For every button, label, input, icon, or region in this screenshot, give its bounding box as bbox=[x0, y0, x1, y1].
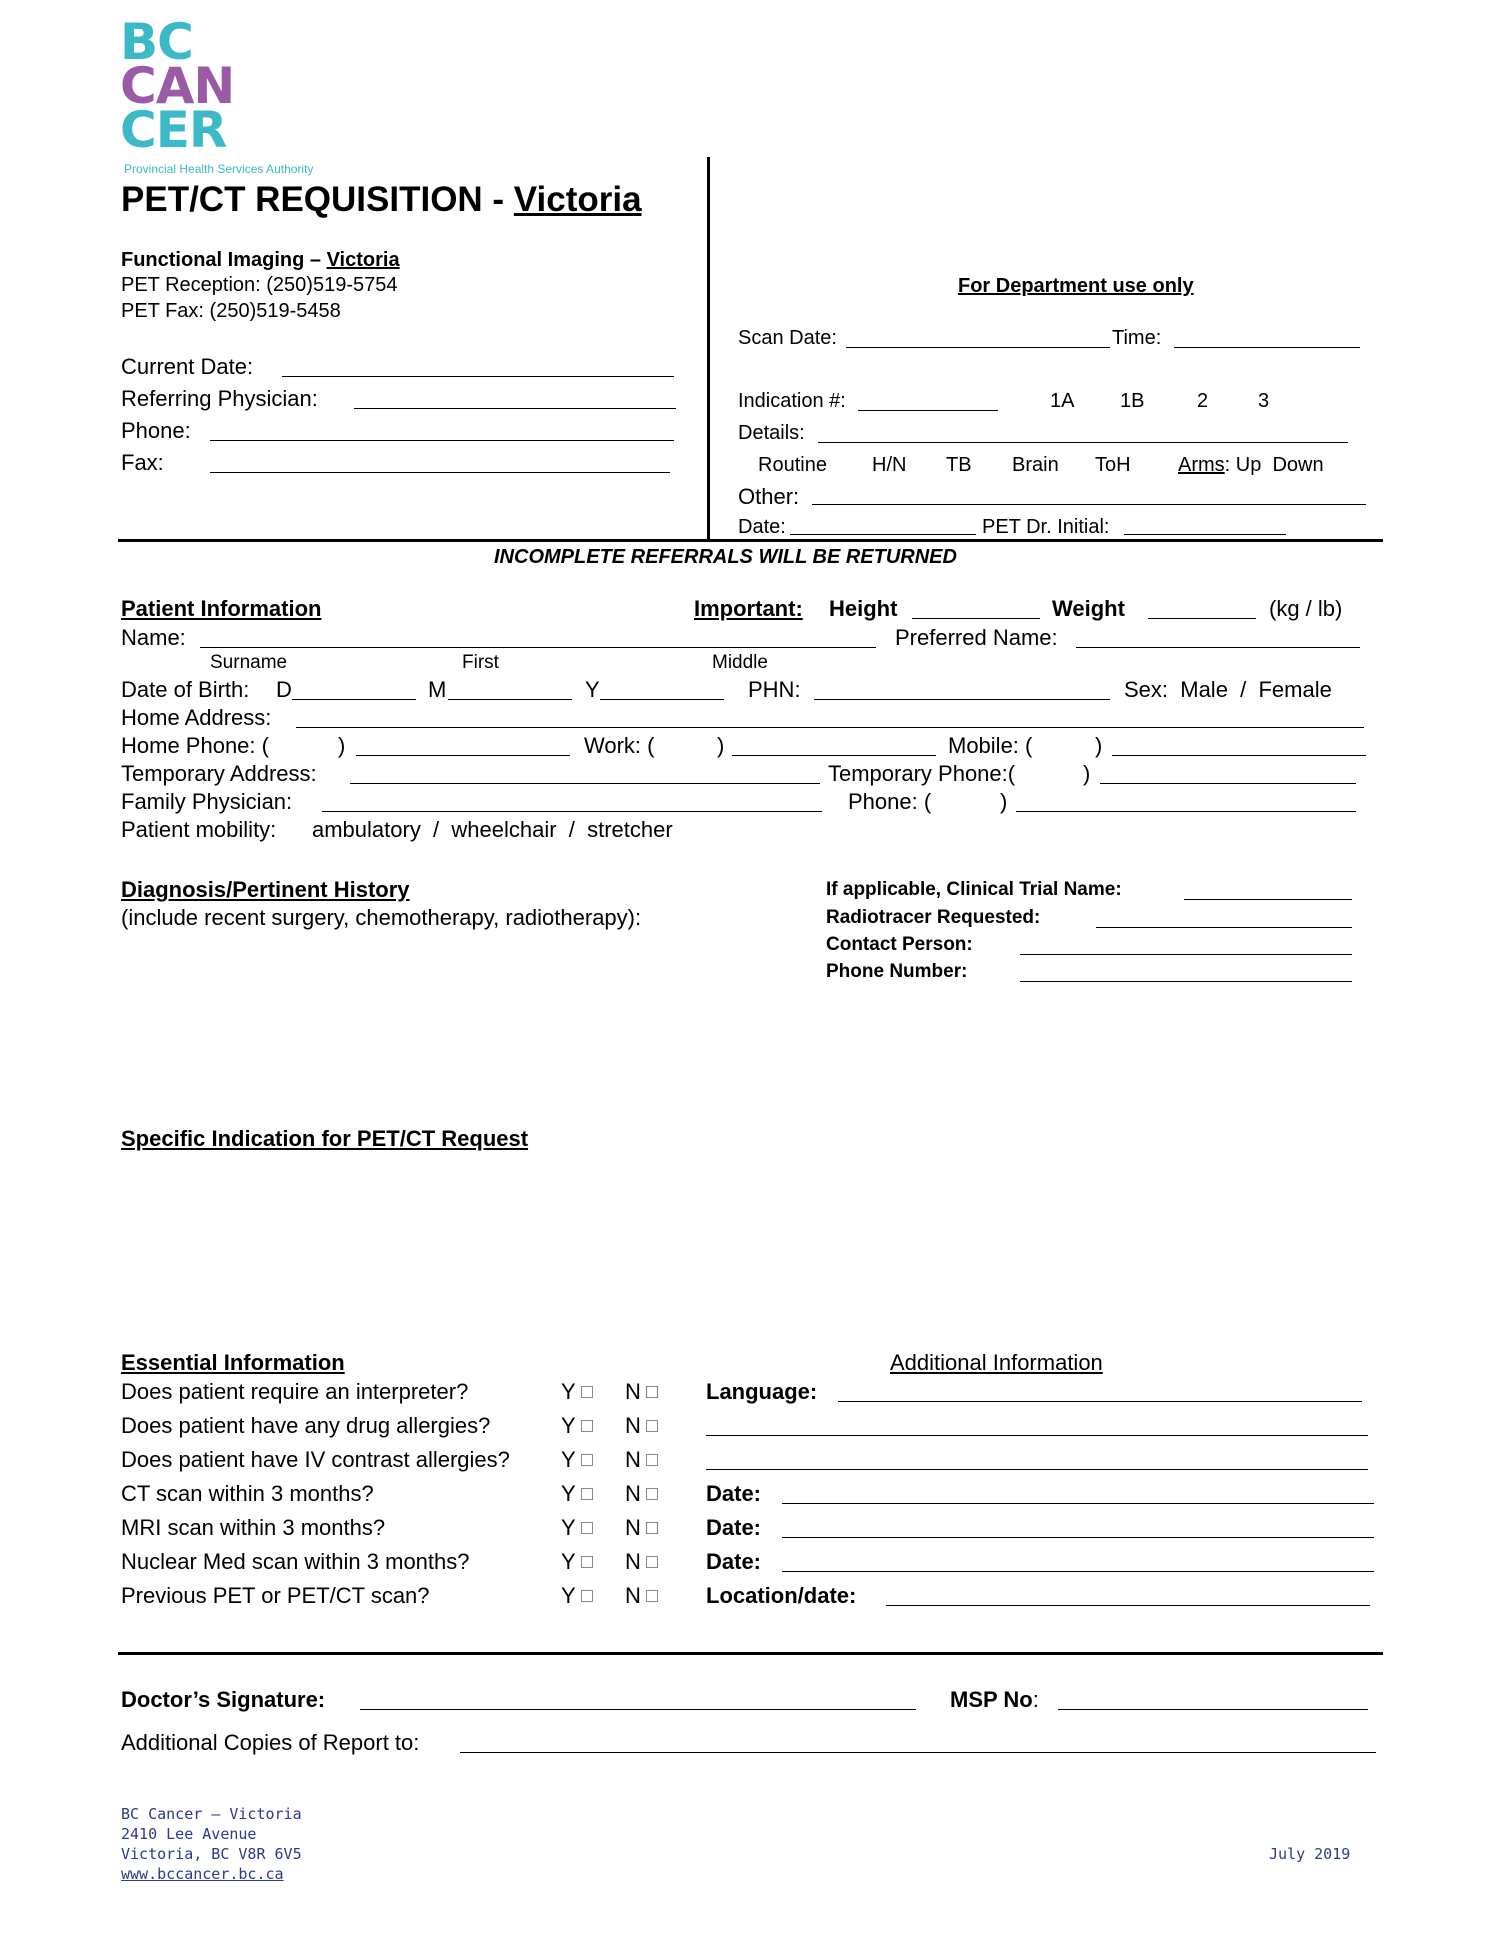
home-address-label: Home Address: bbox=[121, 705, 272, 730]
mobility-label: Patient mobility: bbox=[121, 817, 277, 842]
work-phone-close-paren: ) bbox=[717, 733, 725, 758]
dob-label: Date of Birth: bbox=[121, 677, 250, 702]
mobile-phone-close-paren: ) bbox=[1095, 733, 1103, 758]
arms-label: Arms bbox=[1178, 454, 1225, 476]
scan-type-tb[interactable]: TB bbox=[946, 454, 972, 476]
name-field[interactable] bbox=[200, 629, 876, 648]
scan-type-toh[interactable]: ToH bbox=[1095, 454, 1131, 476]
yes-label: Y bbox=[561, 1481, 576, 1506]
home-address-field[interactable] bbox=[296, 709, 1364, 728]
family-physician-label: Family Physician: bbox=[121, 789, 293, 814]
scan-date-label: Scan Date: bbox=[738, 327, 837, 349]
no-label: N bbox=[625, 1549, 641, 1574]
family-physician-phone-label: Phone: ( bbox=[848, 789, 932, 814]
preferred-name-label: Preferred Name: bbox=[895, 625, 1058, 650]
dob-year-label: Y bbox=[585, 677, 600, 702]
indication-field[interactable] bbox=[858, 392, 998, 411]
checkbox-icon bbox=[581, 1488, 593, 1500]
no-checkbox[interactable] bbox=[625, 1549, 658, 1575]
logo-line-2: CAN bbox=[120, 57, 235, 115]
middle-caption: Middle bbox=[712, 652, 768, 673]
dept-prefix: Functional Imaging – bbox=[121, 249, 327, 271]
diagnosis-title: Diagnosis/Pertinent History bbox=[121, 877, 410, 902]
home-phone-field[interactable] bbox=[356, 737, 570, 756]
additional-info-title: Additional Information bbox=[890, 1350, 1103, 1375]
detail-language-label: Language: bbox=[706, 1379, 818, 1404]
referral-fax-label: Fax: bbox=[121, 450, 164, 475]
pet-reception: PET Reception: (250)519-5754 bbox=[121, 274, 398, 296]
mobility-options[interactable]: ambulatory / wheelchair / stretcher bbox=[312, 817, 673, 842]
no-checkbox[interactable] bbox=[625, 1379, 658, 1405]
radiotracer-label: Radiotracer Requested: bbox=[826, 907, 1041, 928]
footer-address bbox=[121, 1804, 302, 1884]
clinical-trial-label: If applicable, Clinical Trial Name: bbox=[826, 879, 1122, 900]
checkbox-icon bbox=[646, 1556, 658, 1568]
dept-city: Victoria bbox=[326, 249, 400, 271]
referral-phone-label: Phone: bbox=[121, 418, 191, 443]
temp-phone-label: Temporary Phone:( bbox=[828, 761, 1016, 786]
pet-dr-initial-field[interactable] bbox=[1124, 516, 1286, 535]
ct-date-label: Date: bbox=[706, 1481, 762, 1506]
location-date-field[interactable] bbox=[886, 1587, 1370, 1606]
radiotracer-field[interactable] bbox=[1096, 909, 1352, 928]
additional-copies-field[interactable] bbox=[460, 1734, 1376, 1753]
other-field[interactable] bbox=[812, 486, 1366, 505]
checkbox-icon bbox=[646, 1420, 658, 1432]
incomplete-warning: INCOMPLETE REFERRALS WILL BE RETURNED bbox=[494, 546, 957, 568]
clinical-trial-field[interactable] bbox=[1184, 881, 1352, 900]
msp-label: MSP No bbox=[950, 1687, 1033, 1712]
pet-dr-initial-label: PET Dr. Initial: bbox=[982, 516, 1110, 538]
no-label: N bbox=[625, 1515, 641, 1540]
checkbox-icon bbox=[581, 1420, 593, 1432]
additional-copies-label: Additional Copies of Report to: bbox=[121, 1730, 420, 1755]
footer-city: Victoria, BC V8R 6V5 bbox=[121, 1845, 302, 1863]
contact-phone-label: Phone Number: bbox=[826, 961, 968, 982]
dept-heading bbox=[121, 249, 400, 272]
yes-checkbox[interactable] bbox=[561, 1515, 593, 1541]
indication-option-1a[interactable]: 1A bbox=[1050, 390, 1075, 412]
question-contrast-allergies: Does patient have IV contrast allergies? bbox=[121, 1447, 510, 1472]
yes-label: Y bbox=[561, 1413, 576, 1438]
name-label: Name: bbox=[121, 625, 186, 650]
dob-day-label: D bbox=[276, 677, 292, 702]
dept-date-field[interactable] bbox=[790, 516, 976, 535]
question-mri-scan: MRI scan within 3 months? bbox=[121, 1515, 386, 1540]
msp-colon: : bbox=[1032, 1687, 1039, 1712]
surname-caption: Surname bbox=[210, 652, 288, 673]
dob-month-label: M bbox=[428, 677, 447, 702]
indication-option-2[interactable]: 2 bbox=[1197, 390, 1209, 412]
drug-allergies-field[interactable] bbox=[706, 1417, 1368, 1436]
question-previous-pet: Previous PET or PET/CT scan? bbox=[121, 1583, 430, 1608]
phn-label: PHN: bbox=[748, 677, 801, 702]
units-label: (kg / lb) bbox=[1269, 596, 1343, 621]
checkbox-icon bbox=[646, 1454, 658, 1466]
temp-phone-close-paren: ) bbox=[1083, 761, 1091, 786]
checkbox-icon bbox=[646, 1488, 658, 1500]
doctor-signature-field[interactable] bbox=[360, 1691, 916, 1710]
time-label: Time: bbox=[1112, 327, 1162, 349]
footer-org: BC Cancer – Victoria bbox=[121, 1805, 302, 1823]
mobile-phone-field[interactable] bbox=[1112, 737, 1366, 756]
checkbox-icon bbox=[646, 1590, 658, 1602]
temp-address-field[interactable] bbox=[350, 765, 820, 784]
dept-use-title: For Department use only bbox=[958, 275, 1194, 297]
contact-person-label: Contact Person: bbox=[826, 934, 973, 955]
other-label: Other: bbox=[738, 484, 800, 509]
doctor-signature-label: Doctor’s Signature: bbox=[121, 1687, 326, 1712]
mri-date-field[interactable] bbox=[782, 1519, 1374, 1538]
current-date-label: Current Date: bbox=[121, 354, 254, 379]
current-date-field[interactable] bbox=[282, 358, 674, 377]
bc-cancer-logo bbox=[120, 13, 235, 159]
nuclear-med-date-label: Date: bbox=[706, 1549, 762, 1574]
referring-physician-field[interactable] bbox=[354, 390, 676, 409]
no-checkbox[interactable] bbox=[625, 1413, 658, 1439]
height-field[interactable] bbox=[912, 600, 1040, 619]
msp-no-field[interactable] bbox=[1058, 1691, 1368, 1710]
dob-day-field[interactable] bbox=[292, 681, 416, 700]
referring-physician-label: Referring Physician: bbox=[121, 386, 318, 411]
dob-year-field[interactable] bbox=[600, 681, 724, 700]
no-label: N bbox=[625, 1583, 641, 1608]
pet-fax: PET Fax: (250)519-5458 bbox=[121, 300, 341, 322]
indication-option-3[interactable]: 3 bbox=[1258, 390, 1270, 412]
checkbox-icon bbox=[581, 1522, 593, 1534]
checkbox-icon bbox=[646, 1522, 658, 1534]
indication-label: Indication #: bbox=[738, 390, 846, 412]
height-label: Height bbox=[829, 596, 898, 621]
mobile-phone-label: Mobile: ( bbox=[948, 733, 1033, 758]
page-title bbox=[121, 180, 642, 220]
referral-phone-field[interactable] bbox=[210, 422, 674, 441]
details-field[interactable] bbox=[818, 424, 1348, 443]
footer-website-link[interactable]: www.bccancer.bc.ca bbox=[121, 1865, 284, 1883]
msp-no-label bbox=[950, 1687, 1039, 1713]
yes-checkbox[interactable] bbox=[561, 1549, 593, 1575]
specific-indication-title: Specific Indication for PET/CT Request bbox=[121, 1126, 529, 1151]
logo-line-1: BC bbox=[120, 13, 193, 71]
checkbox-icon bbox=[646, 1386, 658, 1398]
nuclear-med-date-field[interactable] bbox=[782, 1553, 1374, 1572]
essential-info-title: Essential Information bbox=[121, 1350, 345, 1375]
phn-field[interactable] bbox=[814, 681, 1110, 700]
yes-checkbox[interactable] bbox=[561, 1413, 593, 1439]
weight-field[interactable] bbox=[1148, 600, 1256, 619]
footer-date: July 2019 bbox=[1269, 1845, 1351, 1863]
yes-checkbox[interactable] bbox=[561, 1379, 593, 1405]
no-checkbox[interactable] bbox=[625, 1447, 658, 1473]
referral-fax-field[interactable] bbox=[210, 454, 670, 473]
preferred-name-field[interactable] bbox=[1076, 629, 1360, 648]
no-label: N bbox=[625, 1413, 641, 1438]
scan-type-hn[interactable]: H/N bbox=[872, 454, 907, 476]
question-nuclear-med-scan: Nuclear Med scan within 3 months? bbox=[121, 1549, 470, 1574]
contact-phone-field[interactable] bbox=[1020, 963, 1352, 982]
yes-label: Y bbox=[561, 1549, 576, 1574]
yes-checkbox[interactable] bbox=[561, 1583, 593, 1609]
yes-label: Y bbox=[561, 1379, 576, 1404]
location-date-label: Location/date: bbox=[706, 1583, 857, 1608]
no-label: N bbox=[625, 1447, 641, 1472]
header-vertical-divider bbox=[707, 157, 710, 540]
checkbox-icon bbox=[581, 1590, 593, 1602]
sex-options[interactable]: Sex: Male / Female bbox=[1124, 677, 1332, 702]
contact-person-field[interactable] bbox=[1020, 936, 1352, 955]
no-label: N bbox=[625, 1379, 641, 1404]
diagnosis-subtitle: (include recent surgery, chemotherapy, radiotherapy): bbox=[121, 905, 642, 930]
first-caption: First bbox=[462, 652, 499, 673]
home-phone-close-paren: ) bbox=[338, 733, 346, 758]
family-physician-phone-field[interactable] bbox=[1016, 793, 1356, 812]
arms-up-down: : Up Down bbox=[1224, 454, 1324, 476]
family-physician-phone-close-paren: ) bbox=[1000, 789, 1008, 814]
yes-label: Y bbox=[561, 1515, 576, 1540]
checkbox-icon bbox=[581, 1454, 593, 1466]
mri-date-label: Date: bbox=[706, 1515, 762, 1540]
weight-label: Weight bbox=[1052, 596, 1125, 621]
no-label: N bbox=[625, 1481, 641, 1506]
yes-checkbox[interactable] bbox=[561, 1447, 593, 1473]
title-main: PET/CT REQUISITION - bbox=[121, 180, 514, 219]
no-checkbox[interactable] bbox=[625, 1515, 658, 1541]
header-bottom-rule bbox=[118, 539, 1383, 542]
yes-label: Y bbox=[561, 1447, 576, 1472]
question-ct-scan: CT scan within 3 months? bbox=[121, 1481, 374, 1506]
no-checkbox[interactable] bbox=[625, 1481, 658, 1507]
indication-option-1b[interactable]: 1B bbox=[1120, 390, 1145, 412]
time-field[interactable] bbox=[1174, 329, 1360, 348]
footer-street: 2410 Lee Avenue bbox=[121, 1825, 257, 1843]
question-interpreter: Does patient require an interpreter? bbox=[121, 1379, 469, 1404]
contrast-allergies-field[interactable] bbox=[706, 1451, 1368, 1470]
dept-date-label: Date: bbox=[738, 516, 786, 538]
work-phone-field[interactable] bbox=[732, 737, 936, 756]
yes-label: Y bbox=[561, 1583, 576, 1608]
logo-line-3: CER bbox=[120, 101, 227, 159]
temp-phone-field[interactable] bbox=[1100, 765, 1356, 784]
yes-checkbox[interactable] bbox=[561, 1481, 593, 1507]
work-phone-label: Work: ( bbox=[584, 733, 655, 758]
title-city: Victoria bbox=[513, 180, 642, 219]
arms-options[interactable] bbox=[1178, 454, 1324, 477]
important-label: Important: bbox=[694, 596, 803, 621]
patient-info-title: Patient Information bbox=[121, 596, 322, 621]
scan-date-field[interactable] bbox=[846, 329, 1110, 348]
dob-month-field[interactable] bbox=[448, 681, 572, 700]
ct-date-field[interactable] bbox=[782, 1485, 1374, 1504]
family-physician-field[interactable] bbox=[322, 793, 822, 812]
checkbox-icon bbox=[581, 1556, 593, 1568]
signature-top-rule bbox=[118, 1652, 1383, 1655]
language-field[interactable] bbox=[838, 1383, 1362, 1402]
no-checkbox[interactable] bbox=[625, 1583, 658, 1609]
scan-type-routine[interactable]: Routine bbox=[758, 454, 827, 476]
home-phone-label: Home Phone: ( bbox=[121, 733, 269, 758]
logo-tagline: Provincial Health Services Authority bbox=[124, 162, 314, 176]
question-drug-allergies: Does patient have any drug allergies? bbox=[121, 1413, 491, 1438]
details-label: Details: bbox=[738, 422, 805, 444]
checkbox-icon bbox=[581, 1386, 593, 1398]
temp-address-label: Temporary Address: bbox=[121, 761, 317, 786]
scan-type-brain[interactable]: Brain bbox=[1012, 454, 1059, 476]
